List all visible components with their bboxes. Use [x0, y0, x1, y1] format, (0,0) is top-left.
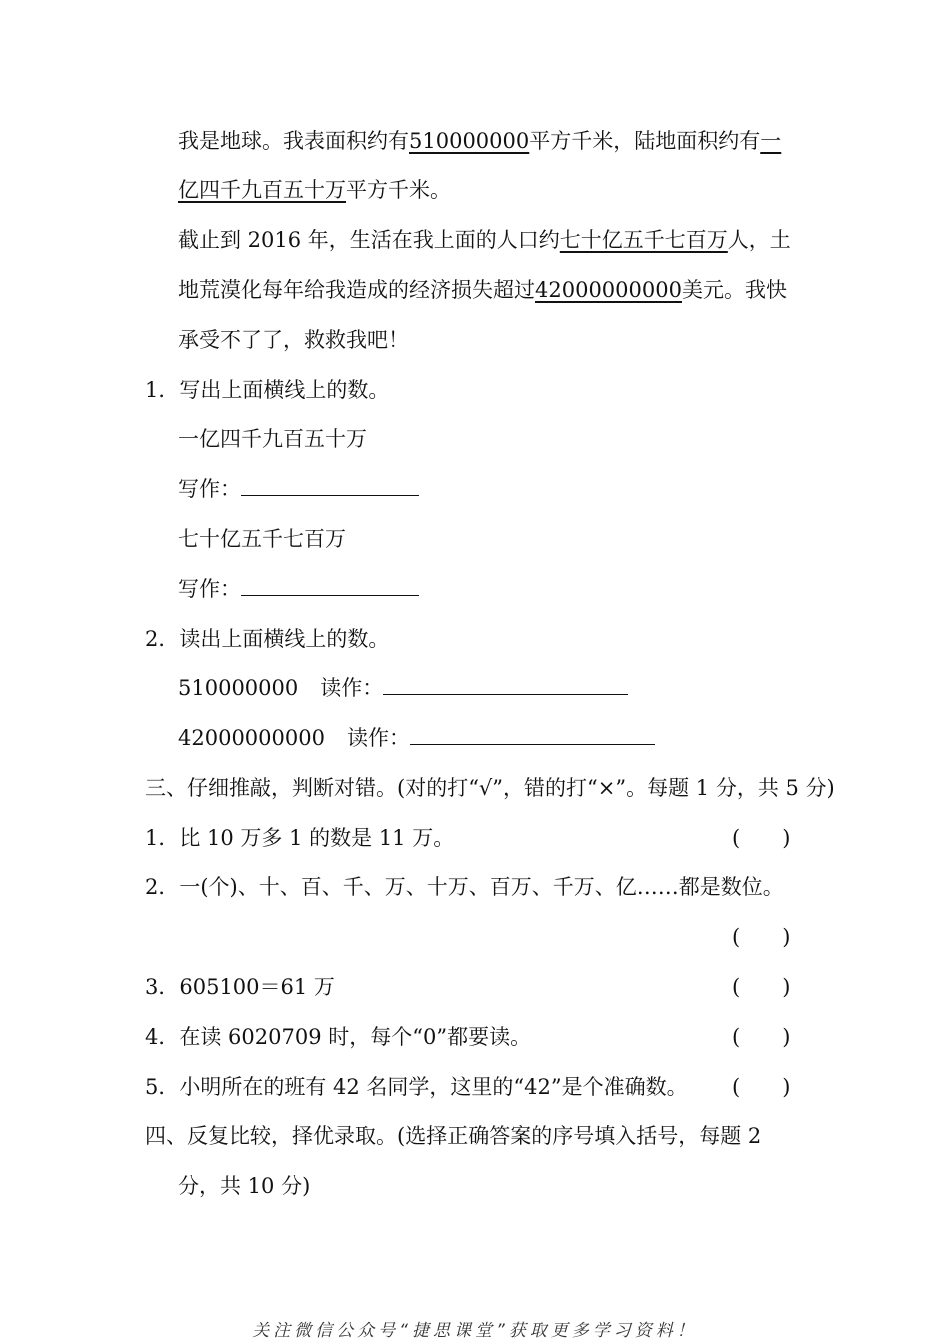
answer-paren[interactable]: ( )	[732, 1075, 791, 1099]
judge-item-1: 1．比 10 万多 1 的数是 11 万。	[145, 826, 455, 850]
answer-paren[interactable]: ( )	[732, 1025, 791, 1049]
judge-item-3: 3．605100＝61 万	[145, 975, 335, 999]
q2-read-row-2	[178, 723, 655, 753]
answer-blank[interactable]	[383, 674, 628, 695]
passage-line-1	[178, 126, 781, 156]
read-label: 读作：	[320, 676, 384, 700]
passage-line-2	[178, 175, 451, 205]
q1-write-row-1	[178, 474, 419, 504]
passage-text: 平方千米。	[346, 178, 451, 202]
underlined-text: 七十亿五千七百万	[559, 228, 728, 252]
write-label: 写作：	[178, 477, 241, 501]
passage-line-5: 承受不了了，救救我吧！	[178, 328, 409, 352]
footer-note: 关注微信公众号“捷思课堂”获取更多学习资料！	[252, 1321, 698, 1341]
passage-text: 平方千米，陆地面积约有	[529, 129, 761, 153]
passage-text: 人，土	[727, 228, 791, 252]
q1-item-2: 七十亿五千七百万	[178, 527, 346, 551]
q2-title: 2．读出上面横线上的数。	[145, 627, 390, 651]
section3-heading: 三、仔细推敲，判断对错。(对的打“√”，错的打“×”。每题 1 分，共 5 分)	[145, 776, 835, 800]
read-label: 读作：	[346, 726, 410, 750]
underlined-text: 一	[760, 129, 782, 153]
judge-item-2: 2．一(个)、十、百、千、万、十万、百万、千万、亿……都是数位。	[145, 875, 784, 899]
underlined-number: 42000000000	[535, 278, 682, 302]
answer-blank[interactable]	[241, 575, 419, 596]
passage-text: 美元。我快	[681, 278, 787, 302]
underlined-number: 510000000	[409, 129, 530, 153]
number-text: 42000000000	[178, 726, 325, 750]
section4-heading-line-2: 分，共 10 分)	[178, 1174, 311, 1198]
q1-item-1: 一亿四千九百五十万	[178, 427, 367, 451]
section4-heading-line-1: 四、反复比较，择优录取。(选择正确答案的序号填入括号，每题 2	[145, 1124, 762, 1148]
q1-write-row-2	[178, 574, 419, 604]
answer-paren[interactable]: ( )	[732, 826, 791, 850]
passage-line-4	[178, 275, 787, 305]
passage-text: 地荒漠化每年给我造成的经济损失超过	[178, 278, 535, 302]
q1-title: 1．写出上面横线上的数。	[145, 378, 390, 402]
q2-read-row-1	[178, 673, 628, 703]
underlined-text: 亿四千九百五十万	[178, 178, 346, 202]
passage-text: 截止到 2016 年，生活在我上面的人口约	[178, 228, 560, 252]
answer-paren[interactable]: ( )	[732, 925, 791, 949]
answer-blank[interactable]	[410, 724, 655, 745]
judge-item-4: 4．在读 6020709 时，每个“0”都要读。	[145, 1025, 532, 1049]
judge-item-5: 5．小明所在的班有 42 名同学，这里的“42”是个准确数。	[145, 1075, 688, 1099]
answer-blank[interactable]	[241, 475, 419, 496]
answer-paren[interactable]: ( )	[732, 975, 791, 999]
passage-text: 我是地球。我表面积约有	[178, 129, 409, 153]
number-text: 510000000	[178, 676, 299, 700]
write-label: 写作：	[178, 577, 241, 601]
passage-line-3	[178, 225, 791, 255]
